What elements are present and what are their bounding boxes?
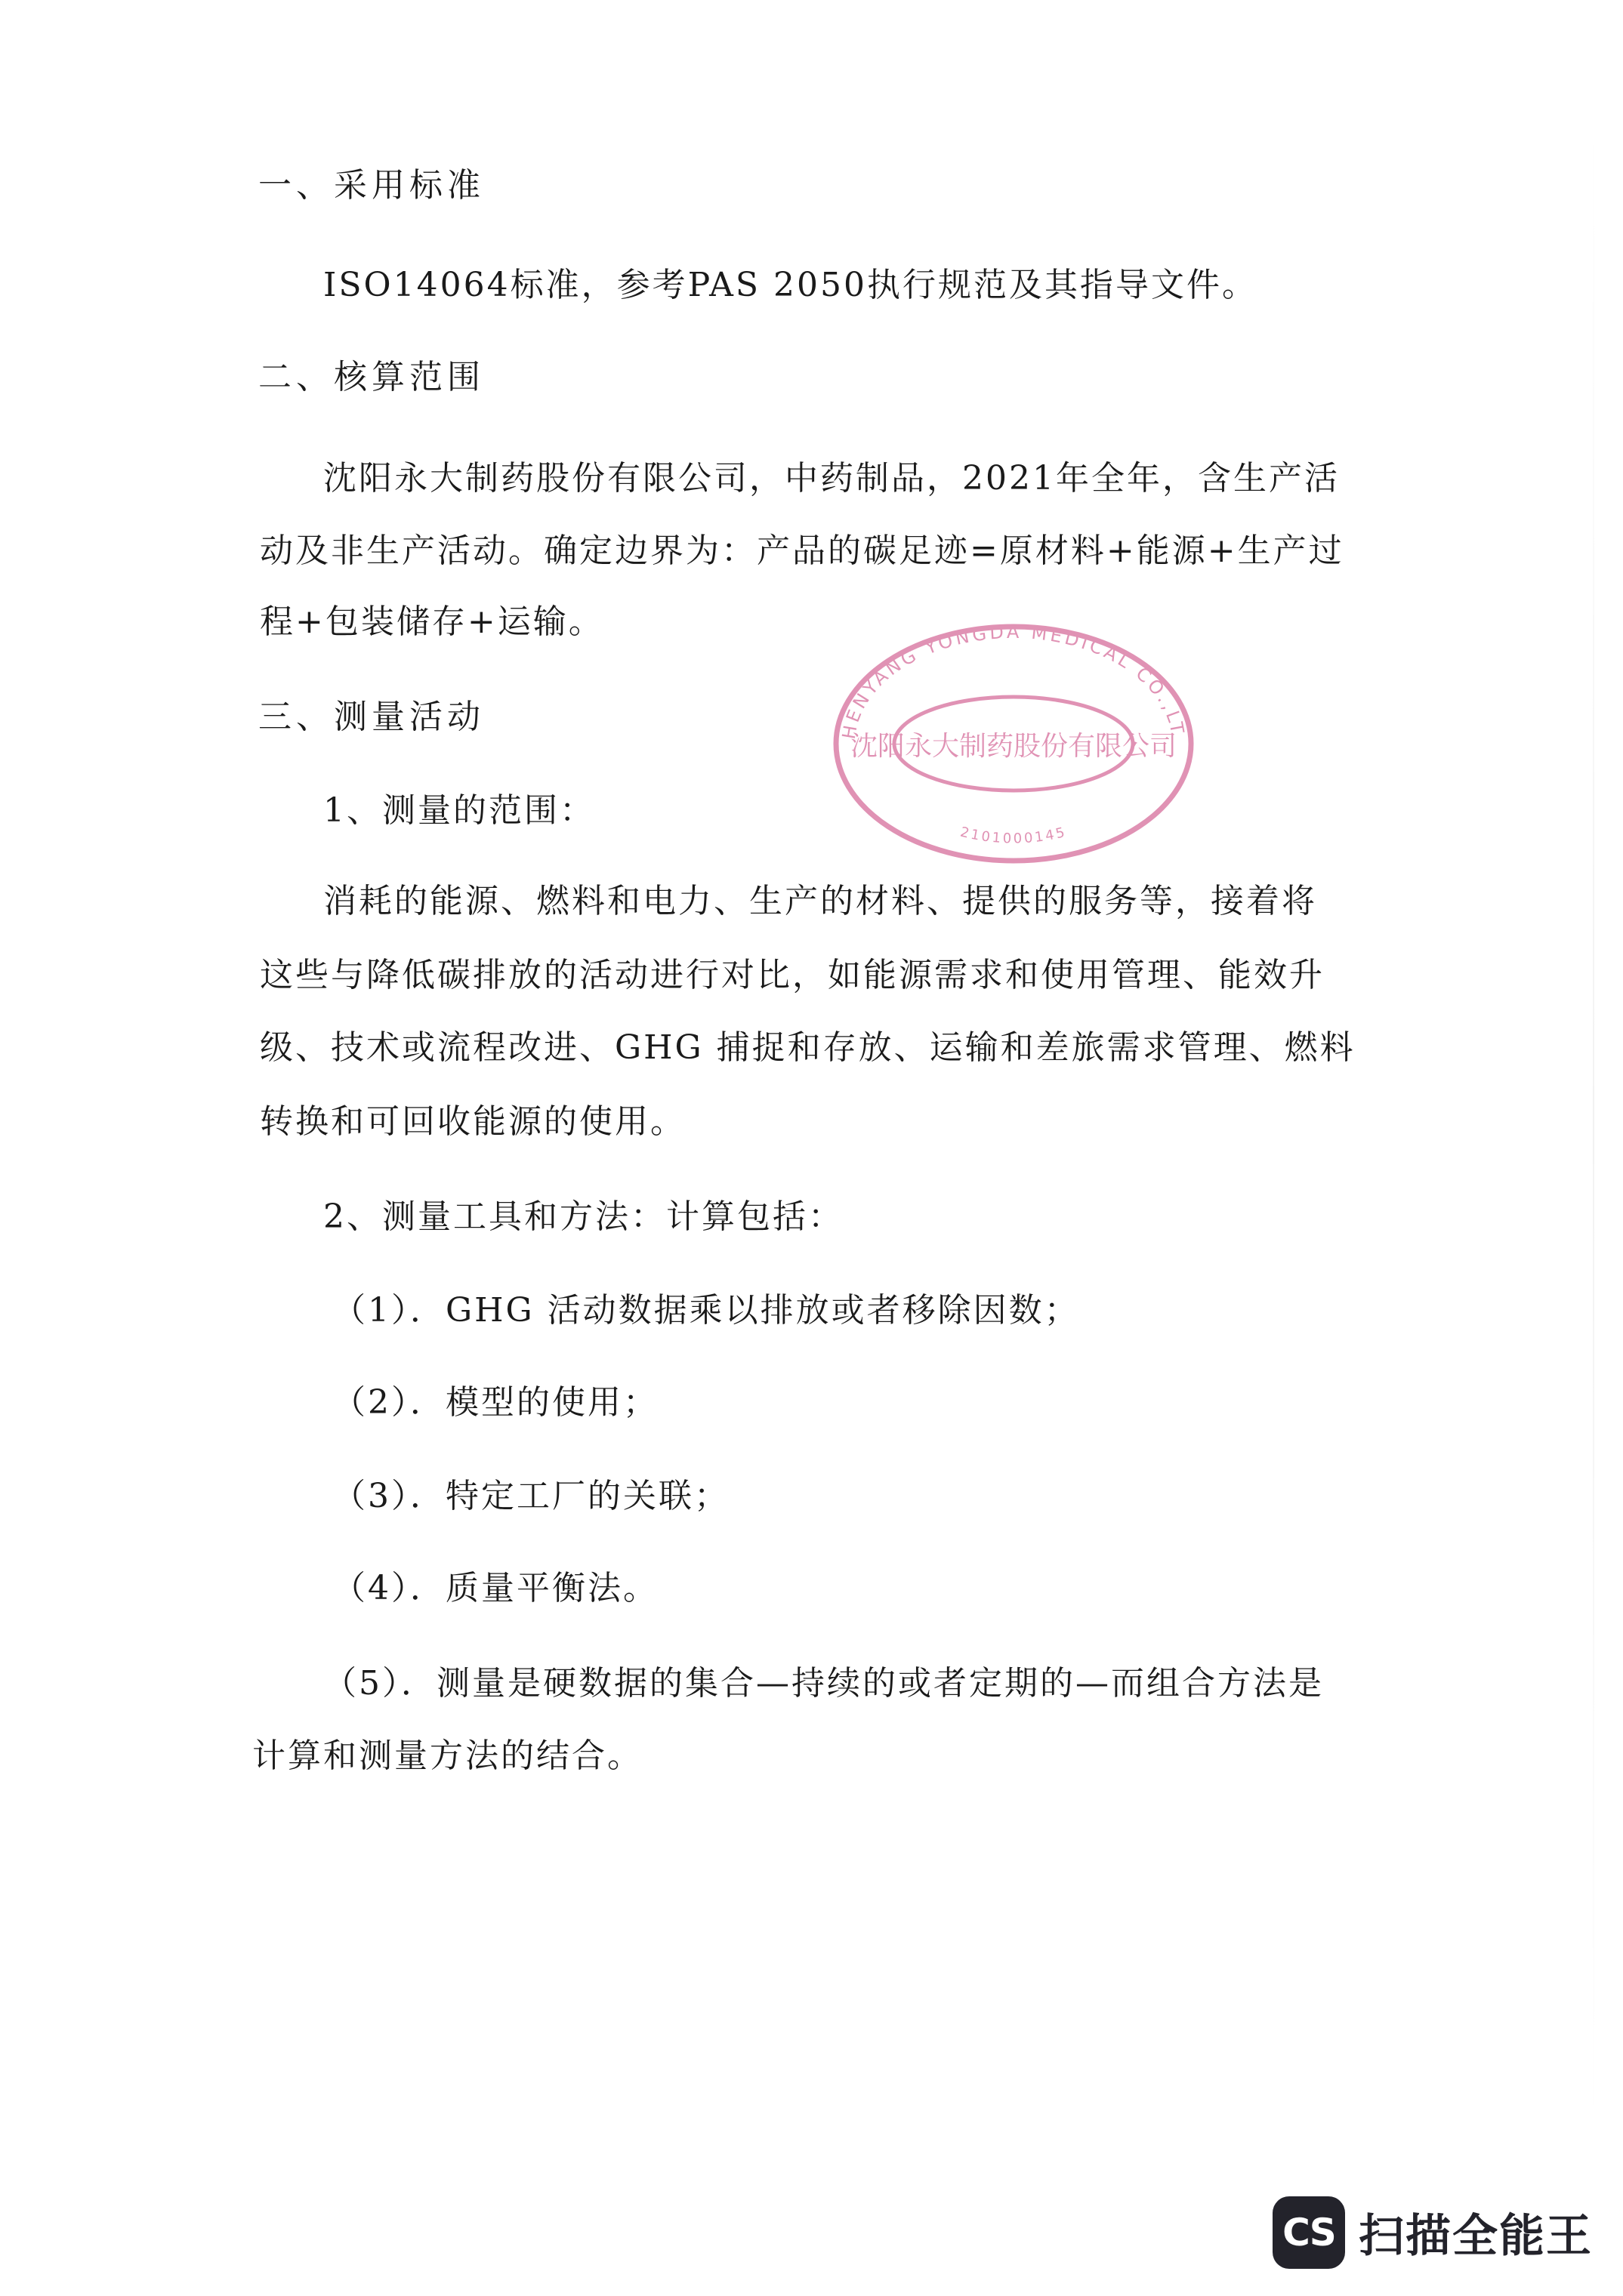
subheading-measurement-scope: 1、测量的范围： (323, 791, 595, 830)
seal-code-text: 2101000145 (958, 824, 1069, 847)
camscanner-logo-icon: CS (1273, 2196, 1345, 2269)
section-heading-standard: 一、采用标准 (258, 166, 485, 205)
paragraph-scope-line: 沈阳永大制药股份有限公司，中药制品，2021年全年，含生产活 (323, 459, 1340, 498)
method-item: （5）．测量是硬数据的集合—持续的或者定期的—而组合方法是 (323, 1664, 1324, 1703)
section-heading-scope: 二、核算范围 (258, 358, 485, 396)
camscanner-name: 扫描全能王 (1359, 2210, 1593, 2263)
paragraph-measurement-line: 这些与降低碳排放的活动进行对比，如能源需求和使用管理、能效升 (260, 956, 1325, 994)
method-item: （2）．模型的使用； (332, 1383, 659, 1422)
section-heading-measurement: 三、测量活动 (258, 698, 485, 736)
camscanner-watermark (1273, 2196, 1593, 2269)
seal-chinese-text: 沈阳永大制药股份有限公司 (850, 731, 1177, 762)
paragraph-scope-line: 程+包装储存+运输。 (260, 603, 604, 641)
svg-text:SHENYANG YONGDA MEDICAL CO.,LT (825, 619, 1189, 741)
paragraph-measurement-line: 级、技术或流程改进、GHG 捕捉和存放、运输和差旅需求管理、燃料 (260, 1028, 1356, 1067)
paragraph-measurement-line: 转换和可回收能源的使用。 (260, 1102, 686, 1141)
paragraph-measurement-line: 消耗的能源、燃料和电力、生产的材料、提供的服务等，接着将 (323, 882, 1317, 920)
seal-english-text: HENYANG YONGDA MEDICAL CO.,LT (838, 621, 1189, 741)
method-item: （3）．特定工厂的关联； (332, 1477, 730, 1515)
paragraph-standard: ISO14064标准，参考PAS 2050执行规范及其指导文件。 (323, 266, 1258, 304)
company-seal (825, 619, 1202, 868)
svg-text:2101000145 (958, 824, 1068, 847)
page-edge (1593, 106, 1594, 2144)
method-item-continued: 计算和测量方法的结合。 (252, 1737, 643, 1775)
paragraph-scope-line: 动及非生产活动。确定边界为：产品的碳足迹=原材料+能源+生产过 (260, 532, 1344, 570)
method-item: （4）．质量平衡法。 (332, 1569, 659, 1607)
method-item: （1）．GHG 活动数据乘以排放或者移除因数； (332, 1291, 1080, 1330)
subheading-tools-methods: 2、测量工具和方法：计算包括： (323, 1197, 844, 1236)
